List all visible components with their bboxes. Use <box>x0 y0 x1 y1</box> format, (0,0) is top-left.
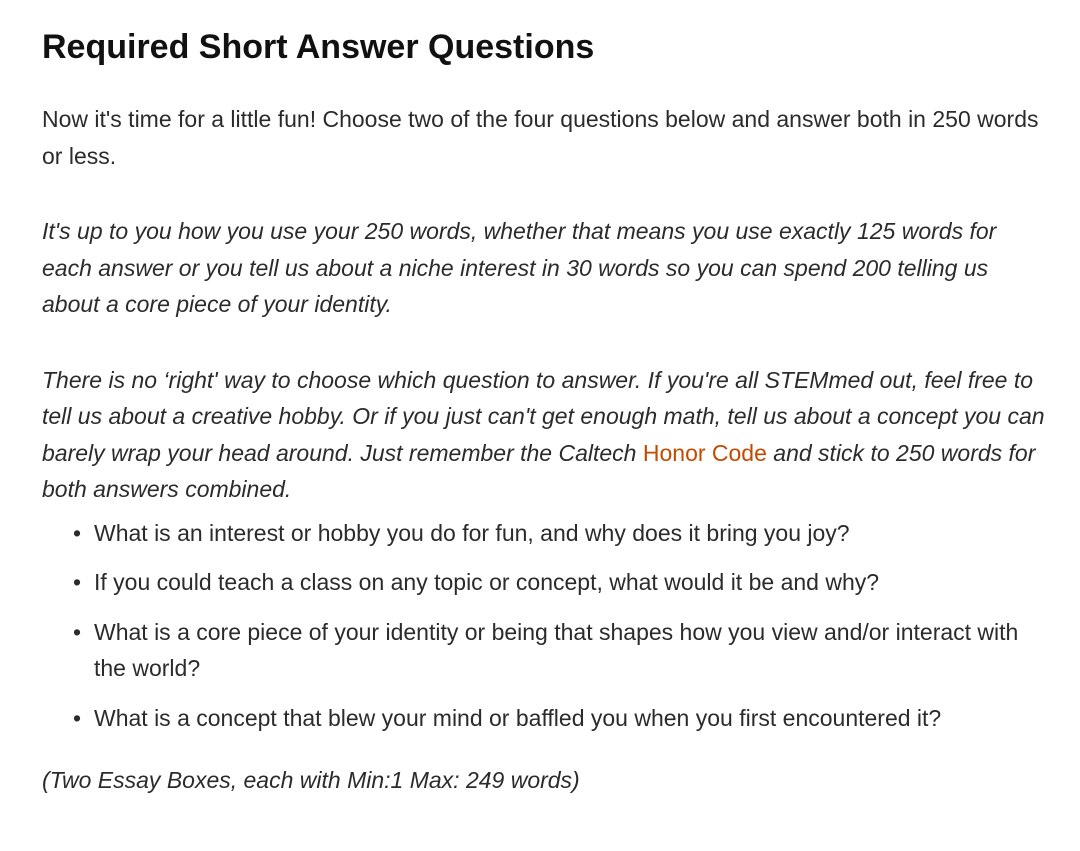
question-text: If you could teach a class on any topic or concept, what would it be and why? <box>94 569 880 595</box>
question-text: What is an interest or hobby you do for fun, and why does it bring you joy? <box>94 519 850 546</box>
question-text: What is a concept that blew your mind or baffled you when you first encountered it? <box>94 704 942 731</box>
question-list <box>42 515 1050 737</box>
intro-paragraph: Now it's time for a little fun! Choose two of the four questions below and answer both in 250 words or less. <box>42 106 1039 169</box>
list-item <box>73 614 1050 687</box>
word-allocation-paragraph: It's up to you how you use your 250 words, whether that means you use exactly 125 words for each answer or you tell us about a niche interest in 30 words so you can spend 200 telling us about a core piece of your identity. <box>42 218 997 317</box>
honor-code-link[interactable]: Honor Code <box>642 439 767 466</box>
guidance-paragraph <box>42 362 1050 508</box>
section-heading: Required Short Answer Questions <box>42 28 595 66</box>
guidance-text-after: and stick to 250 words for both answers combined. <box>42 439 1036 502</box>
bullet-icon: • <box>73 569 82 595</box>
bullet-icon: • <box>73 519 82 546</box>
guidance-text-before: There is no ‘right' way to choose which question to answer. If you're all STEMmed out, feel free to tell us about a creative hobby. Or if you just can't get enough math, tell us about a concept you can barely wrap your head around. Just remember the Caltech <box>42 366 1045 466</box>
bullet-icon: • <box>73 704 82 731</box>
bullet-icon: • <box>73 618 82 645</box>
list-item <box>73 700 1050 737</box>
essay-box-note: (Two Essay Boxes, each with Min:1 Max: 249 words) <box>42 767 580 793</box>
question-text: What is a core piece of your identity or being that shapes how you view and/or interact with the world? <box>94 618 1019 681</box>
list-item <box>73 564 1050 601</box>
list-item <box>73 515 1050 552</box>
